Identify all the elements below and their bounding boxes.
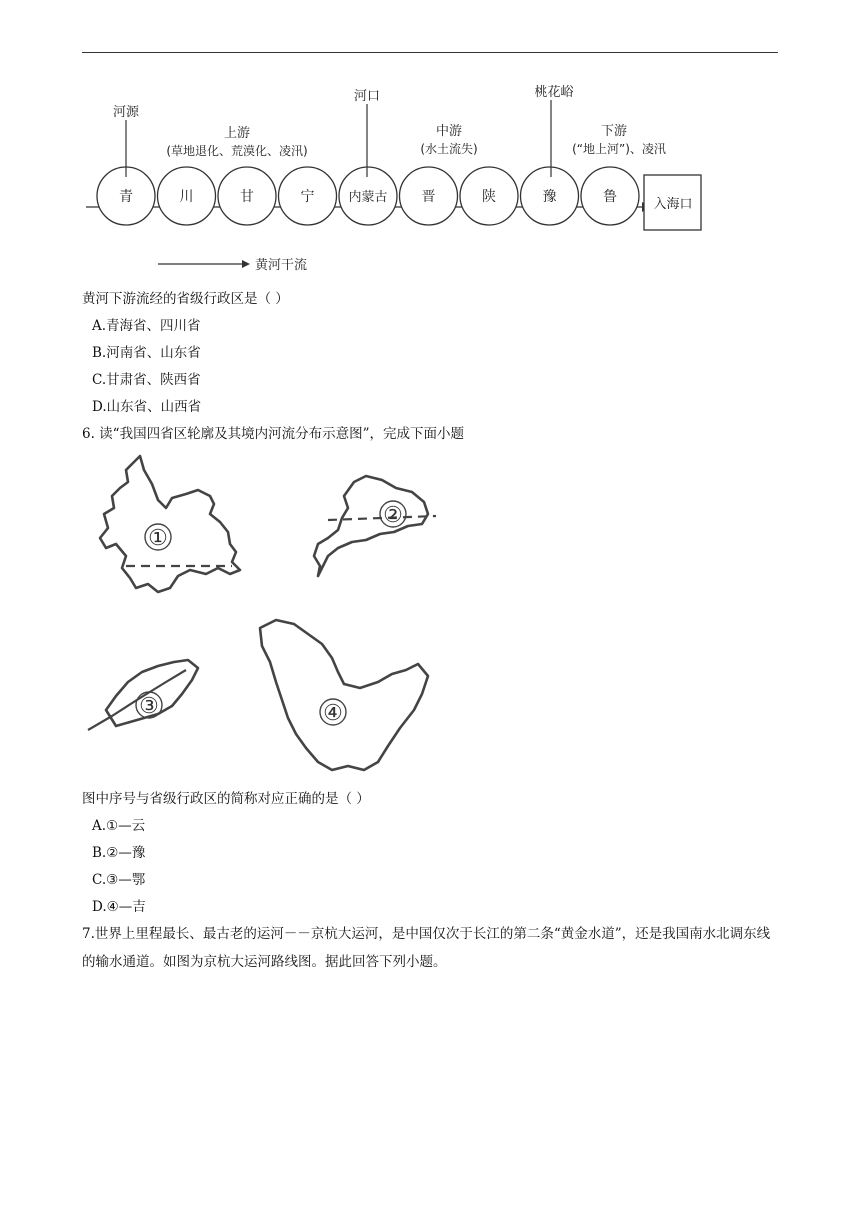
sea-mouth-label: 入海口: [653, 197, 693, 212]
hekou-marker-label: 河口: [353, 89, 381, 104]
q5-stem: 黄河下游流经的省级行政区是（ ）: [82, 291, 289, 307]
province-label: 鲁: [603, 189, 617, 205]
map-1-label: ①: [148, 526, 168, 551]
middle-title: 中游: [435, 124, 463, 139]
province-label: 青: [119, 189, 133, 205]
lower-note: (“地上河”)、凌汛: [572, 142, 666, 156]
q5-option-c[interactable]: C.甘肃省、陕西省: [92, 372, 201, 388]
q6-option-b[interactable]: B.②—豫: [92, 845, 146, 861]
q6-option-d[interactable]: D.④—吉: [92, 899, 146, 915]
yellow-river-diagram: [82, 80, 707, 280]
q5-option-b[interactable]: B.河南省、山东省: [92, 345, 201, 361]
province-label: 川: [179, 189, 194, 205]
legend-label: 黄河干流: [255, 258, 308, 273]
q6-option-a[interactable]: A.①—云: [92, 818, 146, 834]
map-1-outline: [100, 456, 240, 592]
province-label: 豫: [542, 189, 557, 205]
province-outline-maps: [82, 448, 462, 783]
header-rule: [82, 52, 778, 53]
q7-text: 7.世界上里程最长、最古老的运河－－京杭大运河，是中国仅次于长江的第二条“黄金水道”，还是我国南水北调东线的输水通道。如图为京杭大运河路线图。据此回答下列小题。: [82, 926, 771, 970]
upper-title: 上游: [223, 126, 251, 141]
province-label: 晋: [421, 189, 436, 205]
map-3-label: ③: [139, 694, 159, 719]
map-4-outline: [260, 620, 428, 770]
lower-title: 下游: [600, 124, 628, 139]
q6-stem: 图中序号与省级行政区的简称对应正确的是（ ）: [82, 791, 370, 807]
q5-option-a[interactable]: A.青海省、四川省: [92, 318, 201, 334]
q6-option-c[interactable]: C.③—鄂: [92, 872, 146, 888]
q6-intro: 6. 读“我国四省区轮廓及其境内河流分布示意图”，完成下面小题: [82, 426, 464, 442]
q5-option-d[interactable]: D.山东省、山西省: [92, 399, 202, 415]
upper-note: (草地退化、荒漠化、凌汛): [166, 144, 308, 158]
province-label: 陕: [482, 189, 496, 205]
province-label: 甘: [240, 189, 254, 205]
middle-note: (水土流失): [420, 142, 478, 156]
source-marker-label: 河源: [112, 105, 140, 120]
province-label: 内蒙古: [348, 190, 388, 205]
map-2-outline: [314, 476, 428, 576]
province-label: 宁: [300, 189, 315, 205]
map-2-label: ②: [383, 503, 403, 528]
map-4-label: ④: [323, 701, 343, 726]
taohuayu-marker-label: 桃花峪: [534, 85, 574, 100]
